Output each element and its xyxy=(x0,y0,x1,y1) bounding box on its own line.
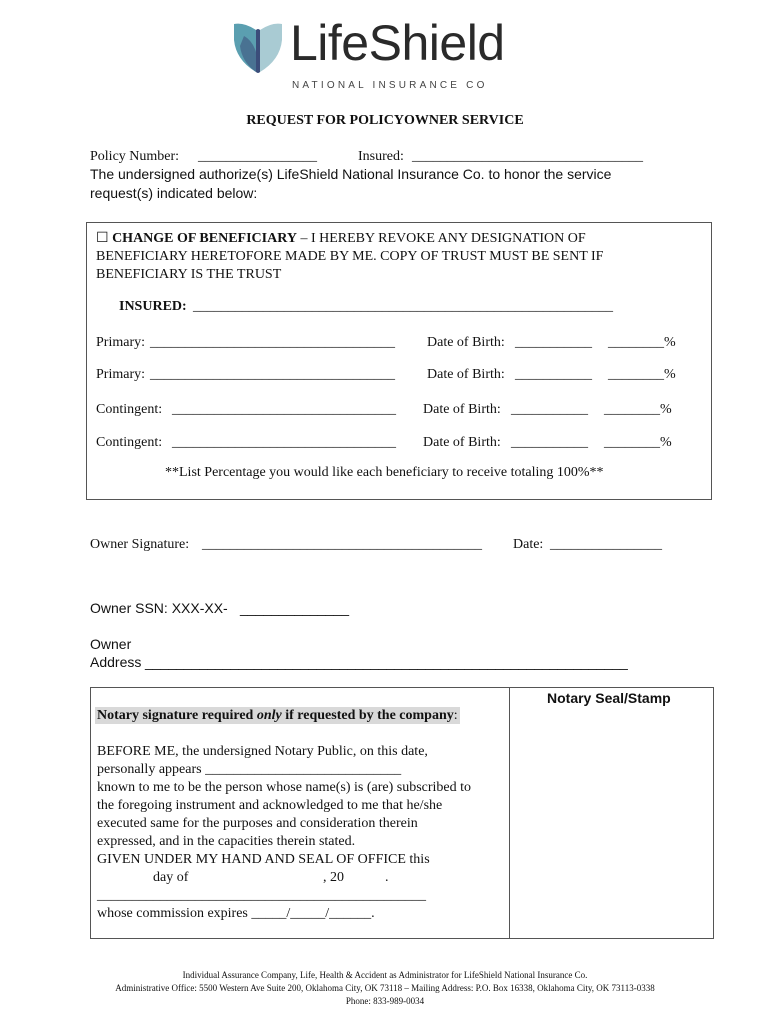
primary-1-dob-label: Date of Birth: xyxy=(427,335,505,350)
authorize-text-line2: request(s) indicated below: xyxy=(90,185,258,201)
change-beneficiary-text2: BENEFICIARY HERETOFORE MADE BY ME. COPY OF TRUST MUST BE SENT IF xyxy=(96,249,604,264)
insured-label: Insured: xyxy=(358,149,404,164)
primary-1-field[interactable]: ___________________________________ xyxy=(150,335,395,350)
owner-address-label-2: Address xyxy=(90,654,142,670)
primary-2-label: Primary: xyxy=(96,367,145,382)
notary-line-6: expressed, and in the capacities therein stated. xyxy=(97,834,356,849)
notary-heading xyxy=(95,707,460,725)
notary-signature-field[interactable]: _______________________________________________ xyxy=(97,888,426,903)
notary-heading-text1: Notary signature required xyxy=(97,708,257,723)
logo-subtitle: NATIONAL INSURANCE CO xyxy=(292,80,488,91)
owner-signature-label: Owner Signature: xyxy=(90,537,190,552)
footer-line-3: Phone: 833-989-0034 xyxy=(345,996,425,1006)
notary-period: . xyxy=(385,870,389,885)
footer xyxy=(0,969,770,1008)
contingent-1-pct-field[interactable]: ________% xyxy=(604,402,672,417)
notary-seal-label: Notary Seal/Stamp xyxy=(547,690,671,706)
notary-line-2: personally appears ____________________________ xyxy=(97,762,402,777)
policy-number-label: Policy Number: xyxy=(90,149,180,164)
change-beneficiary-text1: – I HEREBY REVOKE ANY DESIGNATION OF xyxy=(296,231,586,246)
footer-line-2: Administrative Office: 5500 Western Ave Suite 200, Oklahoma City, OK 73118 – Mailing Address: P.O. Box 16338, Oklahoma City, OK 73113-0338 xyxy=(115,983,655,993)
primary-1-dob-field[interactable]: ___________ xyxy=(515,335,592,350)
notary-day-of: day of xyxy=(153,870,189,885)
notary-heading-colon: : xyxy=(453,708,458,723)
logo-wordmark: LifeShield xyxy=(290,15,505,71)
contingent-2-dob-field[interactable]: ___________ xyxy=(511,435,588,450)
lifeshield-logo-icon xyxy=(230,18,286,74)
notary-line-3: known to me to be the person whose name(s) is (are) subscribed to xyxy=(97,780,472,795)
owner-date-field[interactable]: ________________ xyxy=(550,537,662,552)
owner-address-label-1: Owner xyxy=(90,636,132,652)
notary-divider xyxy=(509,687,510,939)
owner-date-label: Date: xyxy=(513,537,544,552)
primary-2-pct-field[interactable]: ________% xyxy=(608,367,676,382)
primary-2-dob-field[interactable]: ___________ xyxy=(515,367,592,382)
contingent-1-field[interactable]: ________________________________ xyxy=(172,402,396,417)
notary-line-5: executed same for the purposes and consideration therein xyxy=(97,816,418,831)
primary-1-label: Primary: xyxy=(96,335,145,350)
change-beneficiary-line1 xyxy=(96,230,586,247)
notary-heading-em: only xyxy=(256,708,282,723)
contingent-1-dob-field[interactable]: ___________ xyxy=(511,402,588,417)
owner-address-field[interactable]: ______________________________________________________________ xyxy=(145,654,628,670)
ben-insured-label: INSURED: xyxy=(119,299,187,314)
authorize-text-line1: The undersigned authorize(s) LifeShield National Insurance Co. to honor the service xyxy=(90,166,612,182)
primary-2-field[interactable]: ___________________________________ xyxy=(150,367,395,382)
insured-field[interactable]: _________________________________ xyxy=(412,149,643,164)
notary-year: , 20 xyxy=(323,870,344,885)
owner-ssn-field[interactable]: ______________ xyxy=(240,600,350,616)
contingent-2-pct-field[interactable]: ________% xyxy=(604,435,672,450)
notary-heading-text2: if requested by the company xyxy=(281,708,454,723)
owner-signature-field[interactable]: ________________________________________ xyxy=(202,537,482,552)
primary-1-pct-field[interactable]: ________% xyxy=(608,335,676,350)
contingent-2-field[interactable]: ________________________________ xyxy=(172,435,396,450)
contingent-2-label: Contingent: xyxy=(96,435,163,450)
footer-line-1: Individual Assurance Company, Life, Health & Accident as Administrator for LifeShield National Insurance Co. xyxy=(182,970,588,980)
change-beneficiary-heading: CHANGE OF BENEFICIARY xyxy=(112,231,297,246)
page-title: REQUEST FOR POLICYOWNER SERVICE xyxy=(246,113,524,128)
change-beneficiary-checkbox[interactable]: ☐ xyxy=(96,231,109,246)
change-beneficiary-text3: BENEFICIARY IS THE TRUST xyxy=(96,267,282,282)
notary-line-1: BEFORE ME, the undersigned Notary Public, on this date, xyxy=(97,744,428,759)
ben-insured-field[interactable]: ____________________________________________________________ xyxy=(193,299,613,314)
contingent-1-label: Contingent: xyxy=(96,402,163,417)
percentage-note: **List Percentage you would like each beneficiary to receive totaling 100%** xyxy=(165,465,604,480)
owner-ssn-label: Owner SSN: XXX-XX- xyxy=(90,600,228,616)
contingent-2-dob-label: Date of Birth: xyxy=(423,435,501,450)
policy-number-field[interactable]: _________________ xyxy=(198,149,317,164)
notary-line-4: the foregoing instrument and acknowledged to me that he/she xyxy=(97,798,443,813)
primary-2-dob-label: Date of Birth: xyxy=(427,367,505,382)
contingent-1-dob-label: Date of Birth: xyxy=(423,402,501,417)
notary-line-7: GIVEN UNDER MY HAND AND SEAL OF OFFICE this xyxy=(97,852,430,867)
notary-commission: whose commission expires _____/_____/______. xyxy=(97,906,375,921)
